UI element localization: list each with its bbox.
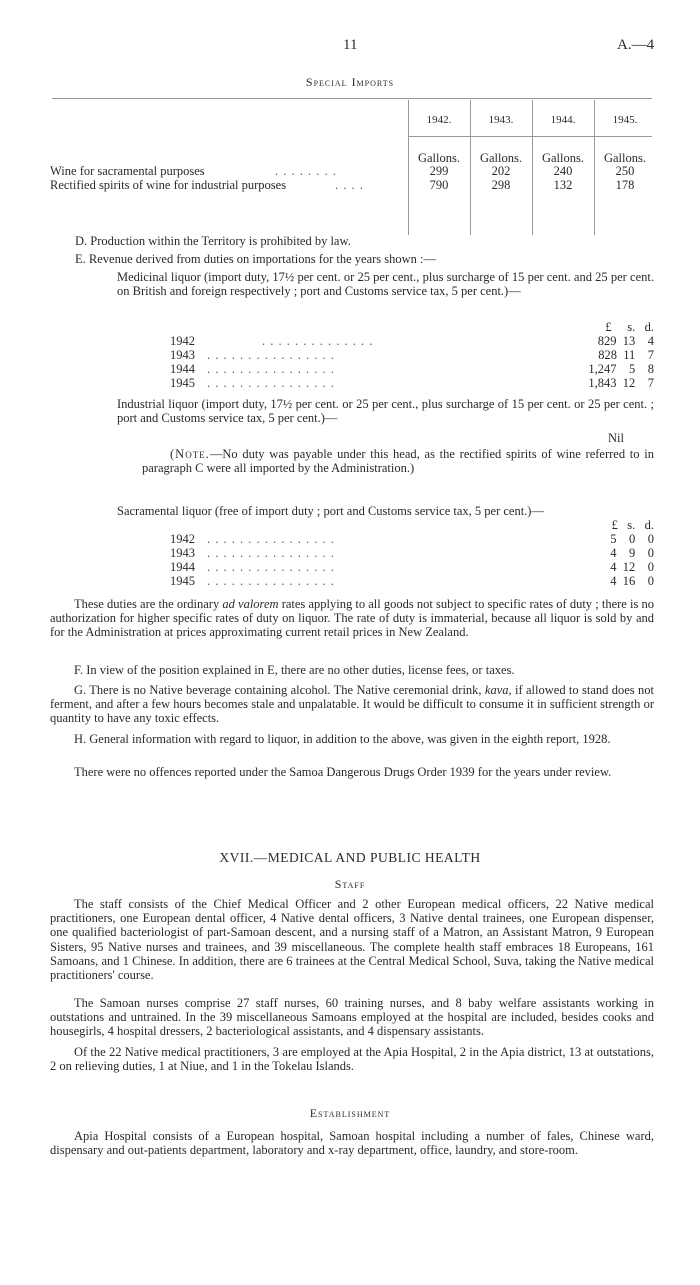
sacramental-year: 1942 xyxy=(170,532,195,546)
dot-leader: . . . . . . . . . . . . . . . . xyxy=(207,362,335,376)
medicinal-amount: 829 13 4 xyxy=(597,334,654,348)
table-cell: 250 xyxy=(615,164,635,178)
dot-leader: . . . . . . . . . . . . . . . . xyxy=(207,532,335,546)
year-header: 1944. xyxy=(550,114,576,126)
dot-leader: . . . . . . . . . . . . . . . . xyxy=(207,574,335,588)
staff-paragraph-1: The staff consists of the Chief Medical Officer and 2 other European medical officers, 22 Native medical practitioners, one European dental officer, 4 Native dental officers, 3 Native dental trainees, one European dispenser, one qualified bacteriologist of part-Samoan descent, and a nursing staff of a Matron, an Assistant Matron, 9 European Sisters, 95 Native nurses and trainees, and 39 miscellaneous. The complete health staff embraces 18 Europeans, 161 Samoans, and 1 Chinese. In addition, there are 6 trainees at the Central Medical School, Suva, taking the Native medical practitioners' course. xyxy=(50,897,654,983)
paragraph-d: D. Production within the Territory is prohibited by law. xyxy=(75,234,351,248)
table-top-rule xyxy=(52,98,652,99)
year-header: 1942. xyxy=(426,114,452,126)
paragraph-offences: There were no offences reported under the Samoa Dangerous Drugs Order 1939 for the years under review. xyxy=(74,765,612,779)
ad-valorem-term: ad valorem xyxy=(222,597,279,611)
table-cell: 790 xyxy=(429,178,449,192)
year-header: 1943. xyxy=(488,114,514,126)
table-cell: 298 xyxy=(491,178,511,192)
medicinal-year: 1942 xyxy=(170,334,195,348)
sacramental-year: 1944 xyxy=(170,560,195,574)
paragraph-h: H. General information with regard to liquor, in addition to the above, was given in the eighth report, 1928. xyxy=(74,732,611,746)
table-cell: 178 xyxy=(615,178,635,192)
document-code: A.—4 xyxy=(617,37,655,53)
establishment-heading: Establishment xyxy=(309,1106,391,1120)
sacramental-heading: Sacramental liquor (free of import duty ; port and Customs service tax, 5 per cent.)— xyxy=(117,504,544,518)
duties-paragraph xyxy=(50,597,654,640)
paragraph-e: E. Revenue derived from duties on importations for the years shown :— xyxy=(75,252,437,266)
unit-label: Gallons. xyxy=(417,151,460,165)
staff-heading: Staff xyxy=(334,877,366,891)
dot-leader: . . . . . . . . . . . . . . . . xyxy=(207,546,335,560)
paragraph-g xyxy=(50,683,654,726)
dot-leader: . . . . . . . . xyxy=(275,164,337,178)
dot-leader: . . . . . . . . . . . . . . . . xyxy=(207,348,335,362)
medicinal-year: 1944 xyxy=(170,362,195,376)
note-text: —No duty was payable under this head, as the rectified spirits of wine referred to in paragraph C were all imported by the Administration.) xyxy=(142,447,654,476)
table-row-label: Rectified spirits of wine for industrial purposes xyxy=(50,178,287,192)
table-cell: 240 xyxy=(553,164,573,178)
paragraph-g-text: G. There is no Native beverage containing alcohol. The Native ceremonial drink, xyxy=(74,683,485,697)
medicinal-units: £ s. d. xyxy=(605,320,654,334)
sacramental-amount: 4 9 0 xyxy=(610,546,654,560)
industrial-note xyxy=(142,447,654,475)
table-header-rule xyxy=(408,136,652,137)
duties-text: These duties are the ordinary xyxy=(74,597,223,611)
medicinal-heading-text: Medicinal liquor (import duty, 17½ per cent. or 25 per cent., plus surcharge of 15 per cent. and 25 per cent. on British and foreign respectively ; port and Customs service tax, 5 per cent.)— xyxy=(117,270,654,299)
year-header: 1945. xyxy=(612,114,638,126)
sacramental-year: 1943 xyxy=(170,546,195,560)
paragraph-g-text: , if allowed to stand does not ferment, and after a few hours becomes stale and unpalatable. It would be difficult to consume it in sufficient strength or quantity to have any toxic effects. xyxy=(50,683,655,726)
industrial-amount: Nil xyxy=(608,431,624,445)
dot-leader: . . . . . . . . . . . . . . xyxy=(262,334,374,348)
table-cell: 132 xyxy=(553,178,573,192)
dot-leader: . . . . . . . . . . . . . . . . xyxy=(207,376,335,390)
industrial-heading: Industrial liquor (import duty, 17½ per cent. or 25 per cent., plus surcharge of 15 per cent. or 25 per cent. ; port and Customs service tax, 5 per cent.)— xyxy=(117,397,654,426)
sacramental-amount: 5 0 0 xyxy=(610,532,654,546)
special-imports-title: Special Imports xyxy=(305,75,395,89)
dot-leader: . . . . xyxy=(335,178,364,192)
table-cell: 299 xyxy=(429,164,449,178)
page-number: 11 xyxy=(343,37,358,53)
sacramental-amount: 4 16 0 xyxy=(610,574,654,588)
medicinal-year: 1943 xyxy=(170,348,195,362)
unit-label: Gallons. xyxy=(603,151,646,165)
table-cell: 202 xyxy=(491,164,511,178)
medicinal-heading xyxy=(117,270,654,298)
unit-label: Gallons. xyxy=(541,151,584,165)
staff-paragraph-3: Of the 22 Native medical practitioners, 3 are employed at the Apia Hospital, 2 in the Apia district, 13 at outstations, 2 on relieving duties, 1 at Niue, and 1 in the Tokelau Islands. xyxy=(50,1045,654,1074)
note-label: (Note. xyxy=(170,447,210,461)
medicinal-amount: 828 11 7 xyxy=(598,348,654,362)
establishment-paragraph: Apia Hospital consists of a European hospital, Samoan hospital including a number of fales, Chinese ward, dispensary and out-patients department, laboratory and x-ray department, office, laundry, and store-room. xyxy=(50,1129,654,1158)
dot-leader: . . . . . . . . . . . . . . . . xyxy=(207,560,335,574)
duties-text: rates applying to all goods not subject to specific rates of duty ; there is no authorization for higher specific rates of duty on liquor. The rate of duty is immaterial, because all liquor is sold by and for the Administration at prices approximating current retail prices in New Zealand. xyxy=(50,597,654,640)
medicinal-amount: 1,247 5 8 xyxy=(588,362,654,376)
medicinal-amount: 1,843 12 7 xyxy=(588,376,654,390)
section-title: XVII.—MEDICAL AND PUBLIC HEALTH xyxy=(219,850,481,865)
table-row-label: Wine for sacramental purposes xyxy=(50,164,205,178)
sacramental-amount: 4 12 0 xyxy=(610,560,654,574)
kava-term: kava xyxy=(484,683,509,697)
staff-paragraph-2: The Samoan nurses comprise 27 staff nurses, 60 training nurses, and 8 baby welfare assistants working in outstations and untrained. In the 39 miscellaneous Samoans employed at the hospital are included, besides cooks and housegirls, 4 hospital dressers, 2 bacteriological assistants, and 4 dispensary assistants. xyxy=(50,996,654,1039)
paragraph-f: F. In view of the position explained in E, there are no other duties, license fees, or taxes. xyxy=(74,663,515,677)
sacramental-year: 1945 xyxy=(170,574,195,588)
sacramental-units: £ s. d. xyxy=(611,518,654,532)
medicinal-year: 1945 xyxy=(170,376,195,390)
unit-label: Gallons. xyxy=(479,151,522,165)
